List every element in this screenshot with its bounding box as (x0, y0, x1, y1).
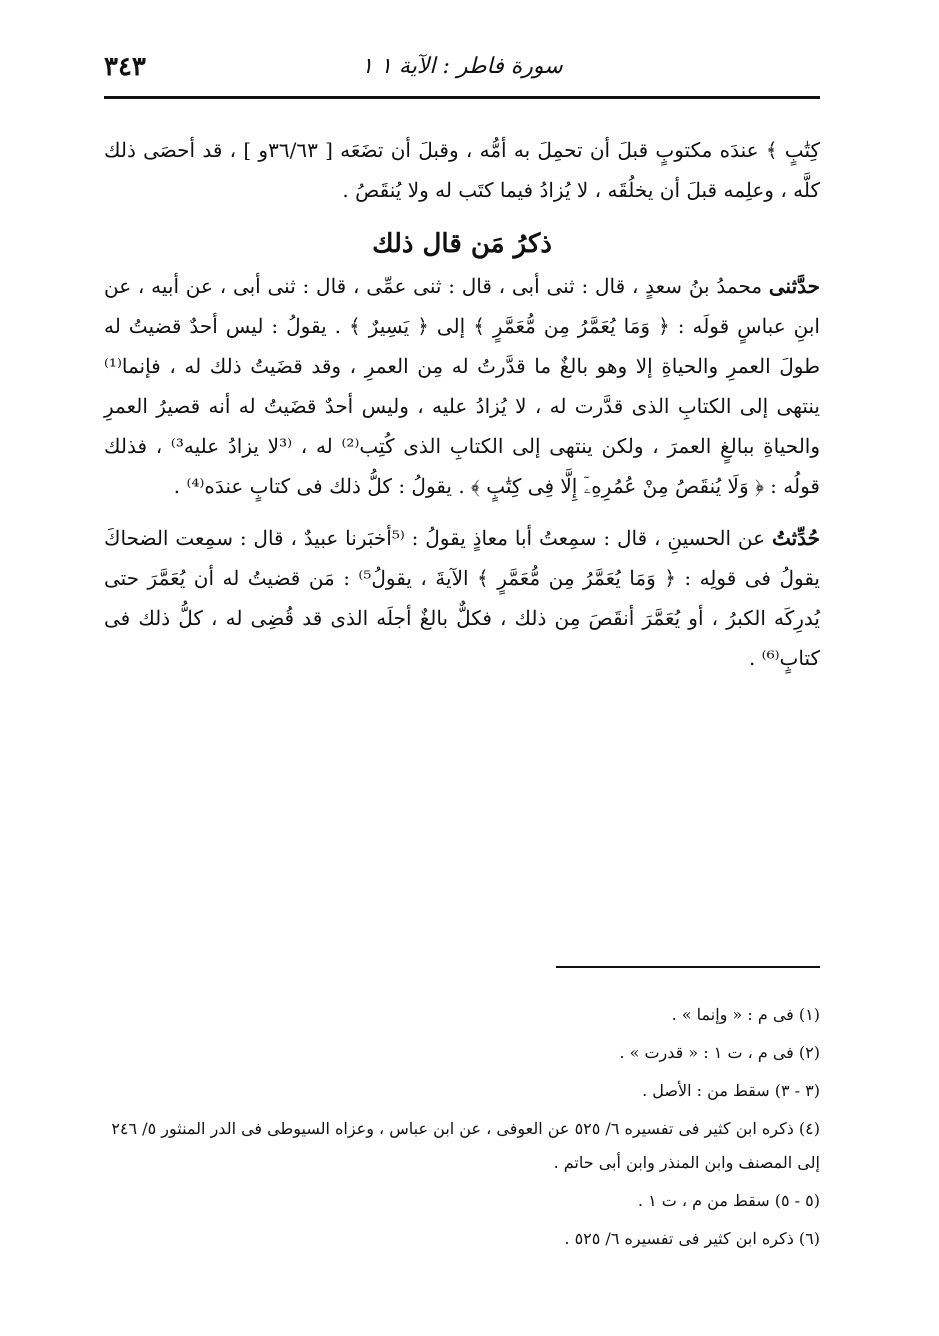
narration-paragraph-2 (104, 518, 820, 678)
footnote-6: (٦) ذكره ابن كثير فى تفسيره ٦/ ٥٢٥ . (564, 1229, 820, 1248)
narration-lead-1: حدَّثنى (768, 274, 821, 298)
footnotes (104, 998, 820, 1260)
footnote-divider (556, 966, 820, 968)
narration-lead-2: حُدِّثتُ (771, 526, 821, 550)
running-title: سورة فاطر : الآية ١ ١ (361, 54, 563, 79)
narration-paragraph-1 (104, 266, 820, 506)
section-heading: ذكرُ مَن قال ذلك (372, 229, 552, 259)
main-text (104, 130, 820, 690)
narration-text-1: محمدُ بنُ سعدٍ ، قال : ثنى أبى ، قال : ثنى عمِّى ، قال : ثنى أبى ، عن أبيه ، عن ابنِ عباسٍ قولَه : ﴿ وَمَا يُعَمَّرُ مِن مُّعَمَّرٍ ﴾ إلى ﴿ يَسِيرٌ ﴾ . يقولُ : ليس أحدٌ قضيتُ له طولَ العمرِ والحياةِ إلا وهو بالغٌ ما قدَّرتُ له مِن العمرِ ، وقد قضَيتُ ذلك له ، فإنما⁽¹⁾ ينتهى إلى الكتابِ الذى قدَّرت له ، لا يُزادُ عليه ، وليس أحدٌ قضَيتُ له أنه قصيرُ العمرِ والحياةِ ببالغٍ العمرَ ، ولكن ينتهى إلى الكتابِ الذى كُتِب⁽²⁾ له ، ⁽³لا يزادُ عليه³⁾ ، فذلك قولُه : ﴿ وَلَا يُنقَصُ مِنْ عُمُرِهِۦٓ إِلَّا فِى كِتَٰبٍ ﴾ . يقولُ : كلُّ ذلك فى كتابٍ عندَه⁽⁴⁾ . (104, 274, 820, 498)
page-number: ٣٤٣ (104, 52, 146, 82)
footnote-4: (٤) ذكره ابن كثير فى تفسيره ٦/ ٥٢٥ عن العوفى ، عن ابن عباس ، وعزاه السيوطى فى الدر المنثور ٥/ ٢٤٦ إلى المصنف وابن المنذر وابن أبى حاتم . (111, 1119, 820, 1172)
intro-paragraph: كِتَٰبٍ ﴾ عندَه مكتوبٍ قبلَ أن تحمِلَ به أمُّه ، وقبلَ أن تضَعَه [ ٣٦/٦٣و ] ، قد أحصَى ذلك كلَّه ، وعلِمه قبلَ أن يخلُقَه ، لا يُزادُ فيما كتَب له ولا يُنقَصُ . (104, 138, 821, 202)
page-header (104, 46, 820, 99)
footnote-1: (١) فى م : « وإنما » . (671, 1005, 820, 1024)
narration-text-2: عن الحسينِ ، قال : سمِعتُ أبا معاذٍ يقولُ : ⁽⁵أخبَرنا عبيدٌ ، قال : سمِعت الضحاكَ يقولُ فى قولِه : ﴿ وَمَا يُعَمَّرُ مِن مُّعَمَّرٍ ﴾ الآيةَ ، يقولُ⁵⁾ : مَن قضيتُ له أن يُعَمَّرَ حتى يُدرِكَه الكبرُ ، أو يُعَمَّرَ أنقَصَ مِن ذلك ، فكلٌّ بالغٌ أجلَه الذى قد قُضِى له ، كلُّ ذلك فى كتابٍ⁽⁶⁾ . (104, 526, 820, 670)
footnote-2: (٢) فى م ، ت ١ : « قدرت » . (619, 1043, 820, 1062)
footnote-5: (٥ - ٥) سقط من م ، ت ١ . (637, 1191, 820, 1210)
footnote-3: (٣ - ٣) سقط من : الأصل . (642, 1081, 820, 1100)
